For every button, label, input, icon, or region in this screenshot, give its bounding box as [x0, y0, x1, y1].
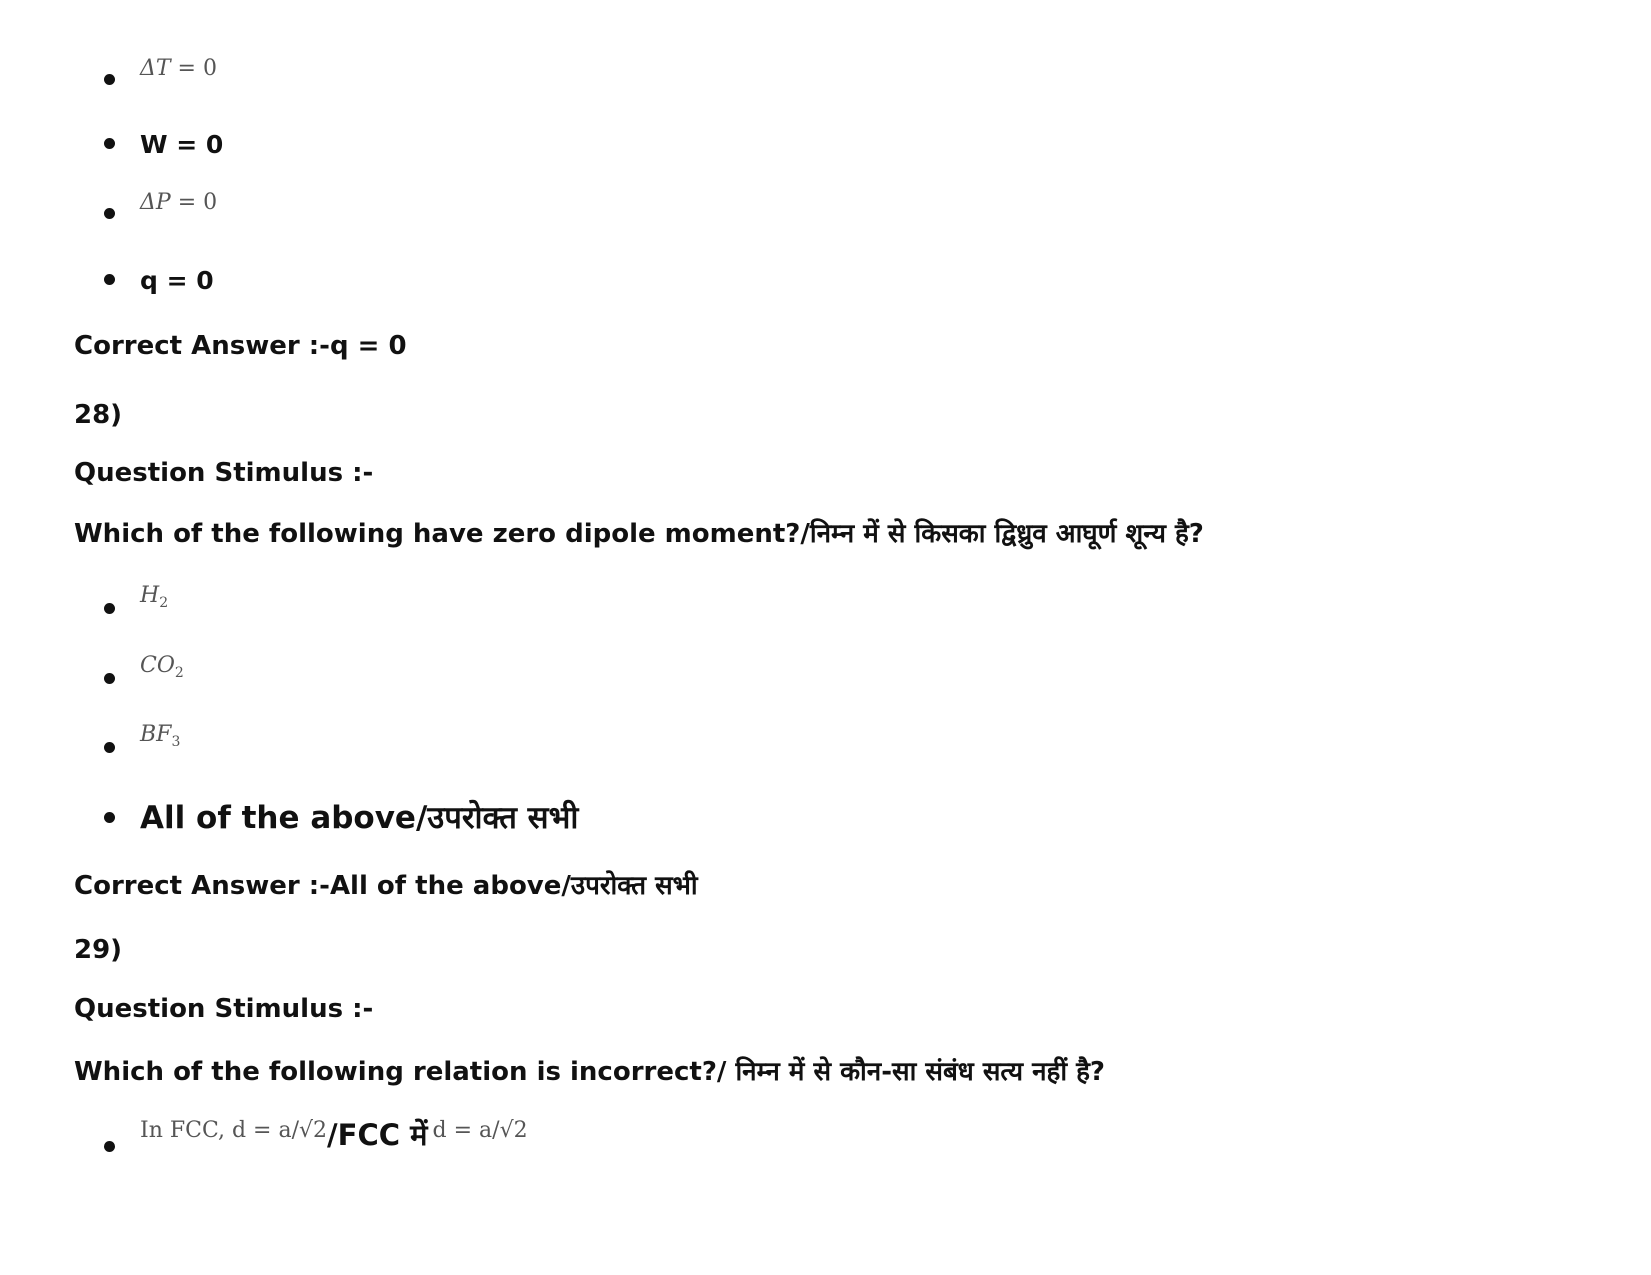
option-fcc-relation	[140, 1115, 528, 1154]
option-math-symbol: ΔP	[140, 190, 171, 215]
option-delta-t	[140, 56, 217, 81]
formula-subscript: 3	[171, 734, 181, 750]
question-stimulus-label: Question Stimulus :-	[74, 994, 374, 1024]
bullet	[104, 1141, 115, 1152]
bullet	[104, 74, 115, 85]
option-all-of-the-above: All of the above/उपरोक्त सभी	[140, 800, 579, 836]
bullet	[104, 673, 115, 684]
correct-answer: Correct Answer :-q = 0	[74, 331, 407, 361]
option-co2	[140, 653, 184, 681]
formula-subscript: 2	[159, 595, 169, 611]
bullet	[104, 812, 115, 823]
option-bf3	[140, 722, 180, 750]
formula-base: H	[140, 583, 160, 608]
formula-subscript: 2	[174, 665, 184, 681]
bullet	[104, 742, 115, 753]
option-math-rest: = 0	[170, 190, 218, 215]
question-number: 28)	[74, 400, 123, 430]
formula-base: CO	[140, 653, 175, 678]
question-stimulus-label: Question Stimulus :-	[74, 458, 374, 488]
option-math-symbol: ΔT	[140, 56, 171, 81]
option-delta-p	[140, 190, 217, 215]
bullet	[104, 274, 115, 285]
question-number: 29)	[74, 935, 123, 965]
correct-answer: Correct Answer :-All of the above/उपरोक्त सभी	[74, 871, 698, 901]
question-text: Which of the following have zero dipole moment?/निम्न में से किसका द्विध्रुव आघूर्ण शून्य है?	[74, 519, 1204, 549]
formula-fcc: In FCC, d = a/√2	[140, 1118, 328, 1143]
option-h2	[140, 583, 168, 611]
option-fcc-text: /FCC में	[327, 1118, 428, 1152]
option-q-zero: q = 0	[140, 266, 214, 295]
bullet	[104, 138, 115, 149]
option-w-zero: W = 0	[140, 130, 224, 159]
option-math-rest: = 0	[170, 56, 217, 81]
bullet	[104, 603, 115, 614]
formula-d: d = a/√2	[432, 1118, 528, 1143]
formula-base: BF	[140, 722, 172, 747]
bullet	[104, 208, 115, 219]
question-text: Which of the following relation is incorrect?/ निम्न में से कौन-सा संबंध सत्य नहीं है?	[74, 1057, 1105, 1087]
